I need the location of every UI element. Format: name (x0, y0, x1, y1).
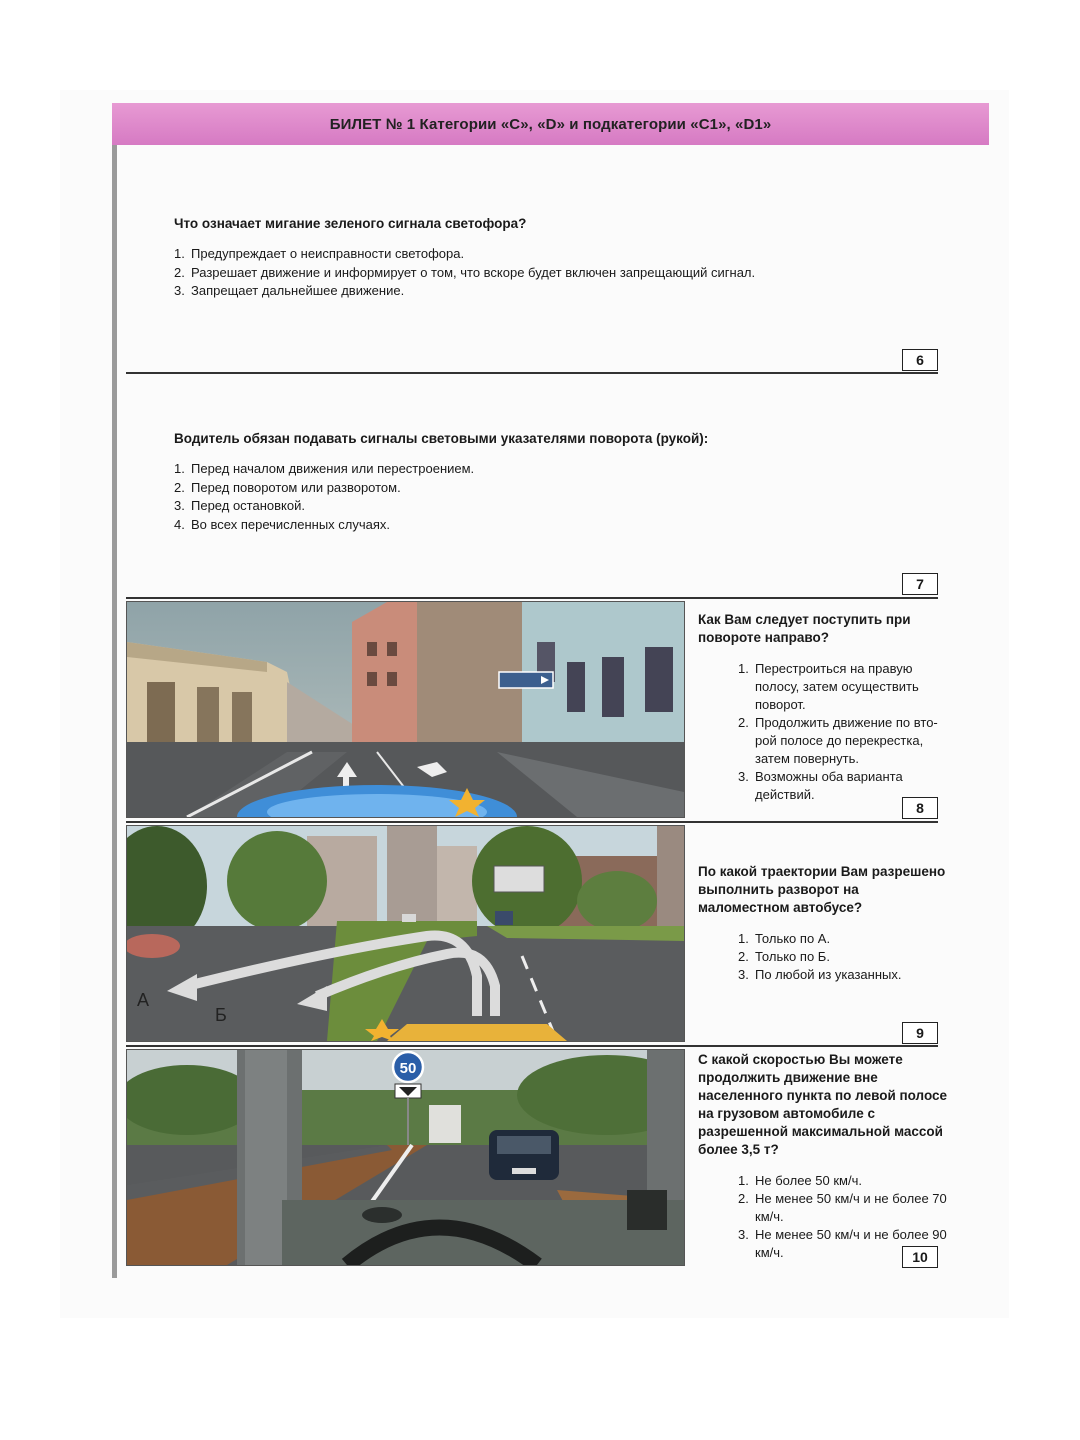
question-9-title: По какой траектории Вам разрешено выполнить разворот на маломестном автобусе? (698, 864, 946, 915)
question-8-answers (698, 660, 948, 804)
answer-number: 1. (174, 461, 185, 476)
question-8 (698, 611, 948, 817)
answer-number: 3. (738, 967, 749, 982)
question-7 (174, 431, 934, 534)
question-8-title: Как Вам следует поступить при повороте направо? (698, 612, 911, 645)
answer-text: Разрешает движение и информирует о том, что вскоре будет включен запрещающий сигнал. (191, 264, 756, 280)
answer-number: 2. (174, 479, 185, 495)
question-number-box: 6 (902, 349, 938, 371)
answer-item[interactable] (738, 948, 948, 966)
answer-item[interactable] (174, 264, 934, 283)
question-6-title: Что означает мигание зеленого сигнала светофора? (174, 216, 527, 231)
page-left-edge (112, 103, 117, 1278)
trajectory-label-a: А (137, 990, 150, 1010)
answer-number: 1. (174, 246, 185, 261)
answer-item[interactable] (738, 930, 948, 948)
answer-text: Продолжить движение по вто-рой полосе до перекрестка, затем повернуть. (755, 715, 938, 766)
answer-item[interactable] (738, 714, 948, 768)
answer-text: Только по А. (755, 931, 831, 946)
question-number-box: 9 (902, 1022, 938, 1044)
question-number-box: 7 (902, 573, 938, 595)
answer-item[interactable] (174, 479, 934, 498)
answer-text: Во всех перечисленных случаях. (191, 516, 391, 532)
answer-text: Предупреждает о неисправности светофора. (191, 246, 465, 261)
answer-text: Не менее 50 км/ч и не более 90 км/ч. (755, 1227, 947, 1260)
answer-number: 3. (738, 769, 749, 784)
answer-text: Не менее 50 км/ч и не более 70 км/ч. (755, 1191, 947, 1224)
answer-text: По любой из указанных. (755, 967, 902, 982)
answer-item[interactable] (738, 660, 948, 714)
answer-item[interactable] (738, 966, 948, 984)
ticket-header-title: БИЛЕТ № 1 Категории «С», «D» и подкатегории «С1», «D1» (329, 115, 772, 133)
answer-number: 2. (174, 264, 185, 280)
question-10-photo (126, 1049, 685, 1266)
answer-text: Перестроиться на правую полосу, затем осуществить поворот. (755, 661, 919, 712)
answer-number: 1. (738, 931, 749, 946)
answer-number: 3. (174, 498, 185, 513)
section-divider (126, 372, 938, 374)
question-number-box: 10 (902, 1246, 938, 1268)
question-7-answers (174, 460, 934, 534)
answer-number: 1. (738, 1173, 749, 1188)
answer-item[interactable] (174, 497, 934, 516)
answer-item[interactable] (174, 282, 934, 301)
question-9-photo (126, 825, 685, 1042)
answer-number: 3. (738, 1227, 749, 1242)
answer-text: Возможны оба варианта действий. (755, 769, 903, 802)
answer-text: Перед началом движения или перестроением. (191, 461, 475, 476)
question-6 (174, 216, 934, 301)
answer-item[interactable] (174, 460, 934, 479)
answer-text: Запрещает дальнейшее движение. (191, 283, 405, 298)
trajectory-label-b: Б (215, 1005, 227, 1025)
section-divider (126, 597, 938, 599)
answer-text: Только по Б. (755, 949, 830, 964)
answer-text: Перед остановкой. (191, 498, 305, 513)
question-10-title: С какой скоростью Вы можете продолжить движение вне населенного пункта по левой полосе на грузовом автомобиле с разрешенной максимальной массой более 3,5 т? (698, 1052, 948, 1157)
answer-number: 2. (738, 949, 749, 964)
question-number-box: 8 (902, 797, 938, 819)
answer-item[interactable] (174, 516, 934, 535)
section-divider (126, 1045, 938, 1047)
answer-text: Перед поворотом или разворотом. (191, 479, 401, 495)
answer-number: 2. (738, 715, 749, 730)
question-9-answers (698, 930, 948, 984)
question-7-title: Водитель обязан подавать сигналы световыми указателями поворота (рукой): (174, 431, 709, 446)
question-8-photo (126, 601, 685, 818)
answer-number: 3. (174, 283, 185, 298)
answer-text: Не более 50 км/ч. (755, 1173, 862, 1188)
answer-item[interactable] (174, 245, 934, 264)
speed-sign-value: 50 (399, 1060, 417, 1077)
answer-item[interactable] (738, 1172, 948, 1190)
ticket-header (112, 103, 989, 145)
answer-number: 4. (174, 516, 185, 532)
answer-number: 1. (738, 661, 749, 676)
answer-number: 2. (738, 1191, 749, 1206)
question-6-answers (174, 245, 934, 301)
answer-item[interactable] (738, 1190, 948, 1226)
question-10 (698, 1051, 948, 1275)
section-divider (126, 821, 938, 823)
question-9 (698, 863, 948, 997)
